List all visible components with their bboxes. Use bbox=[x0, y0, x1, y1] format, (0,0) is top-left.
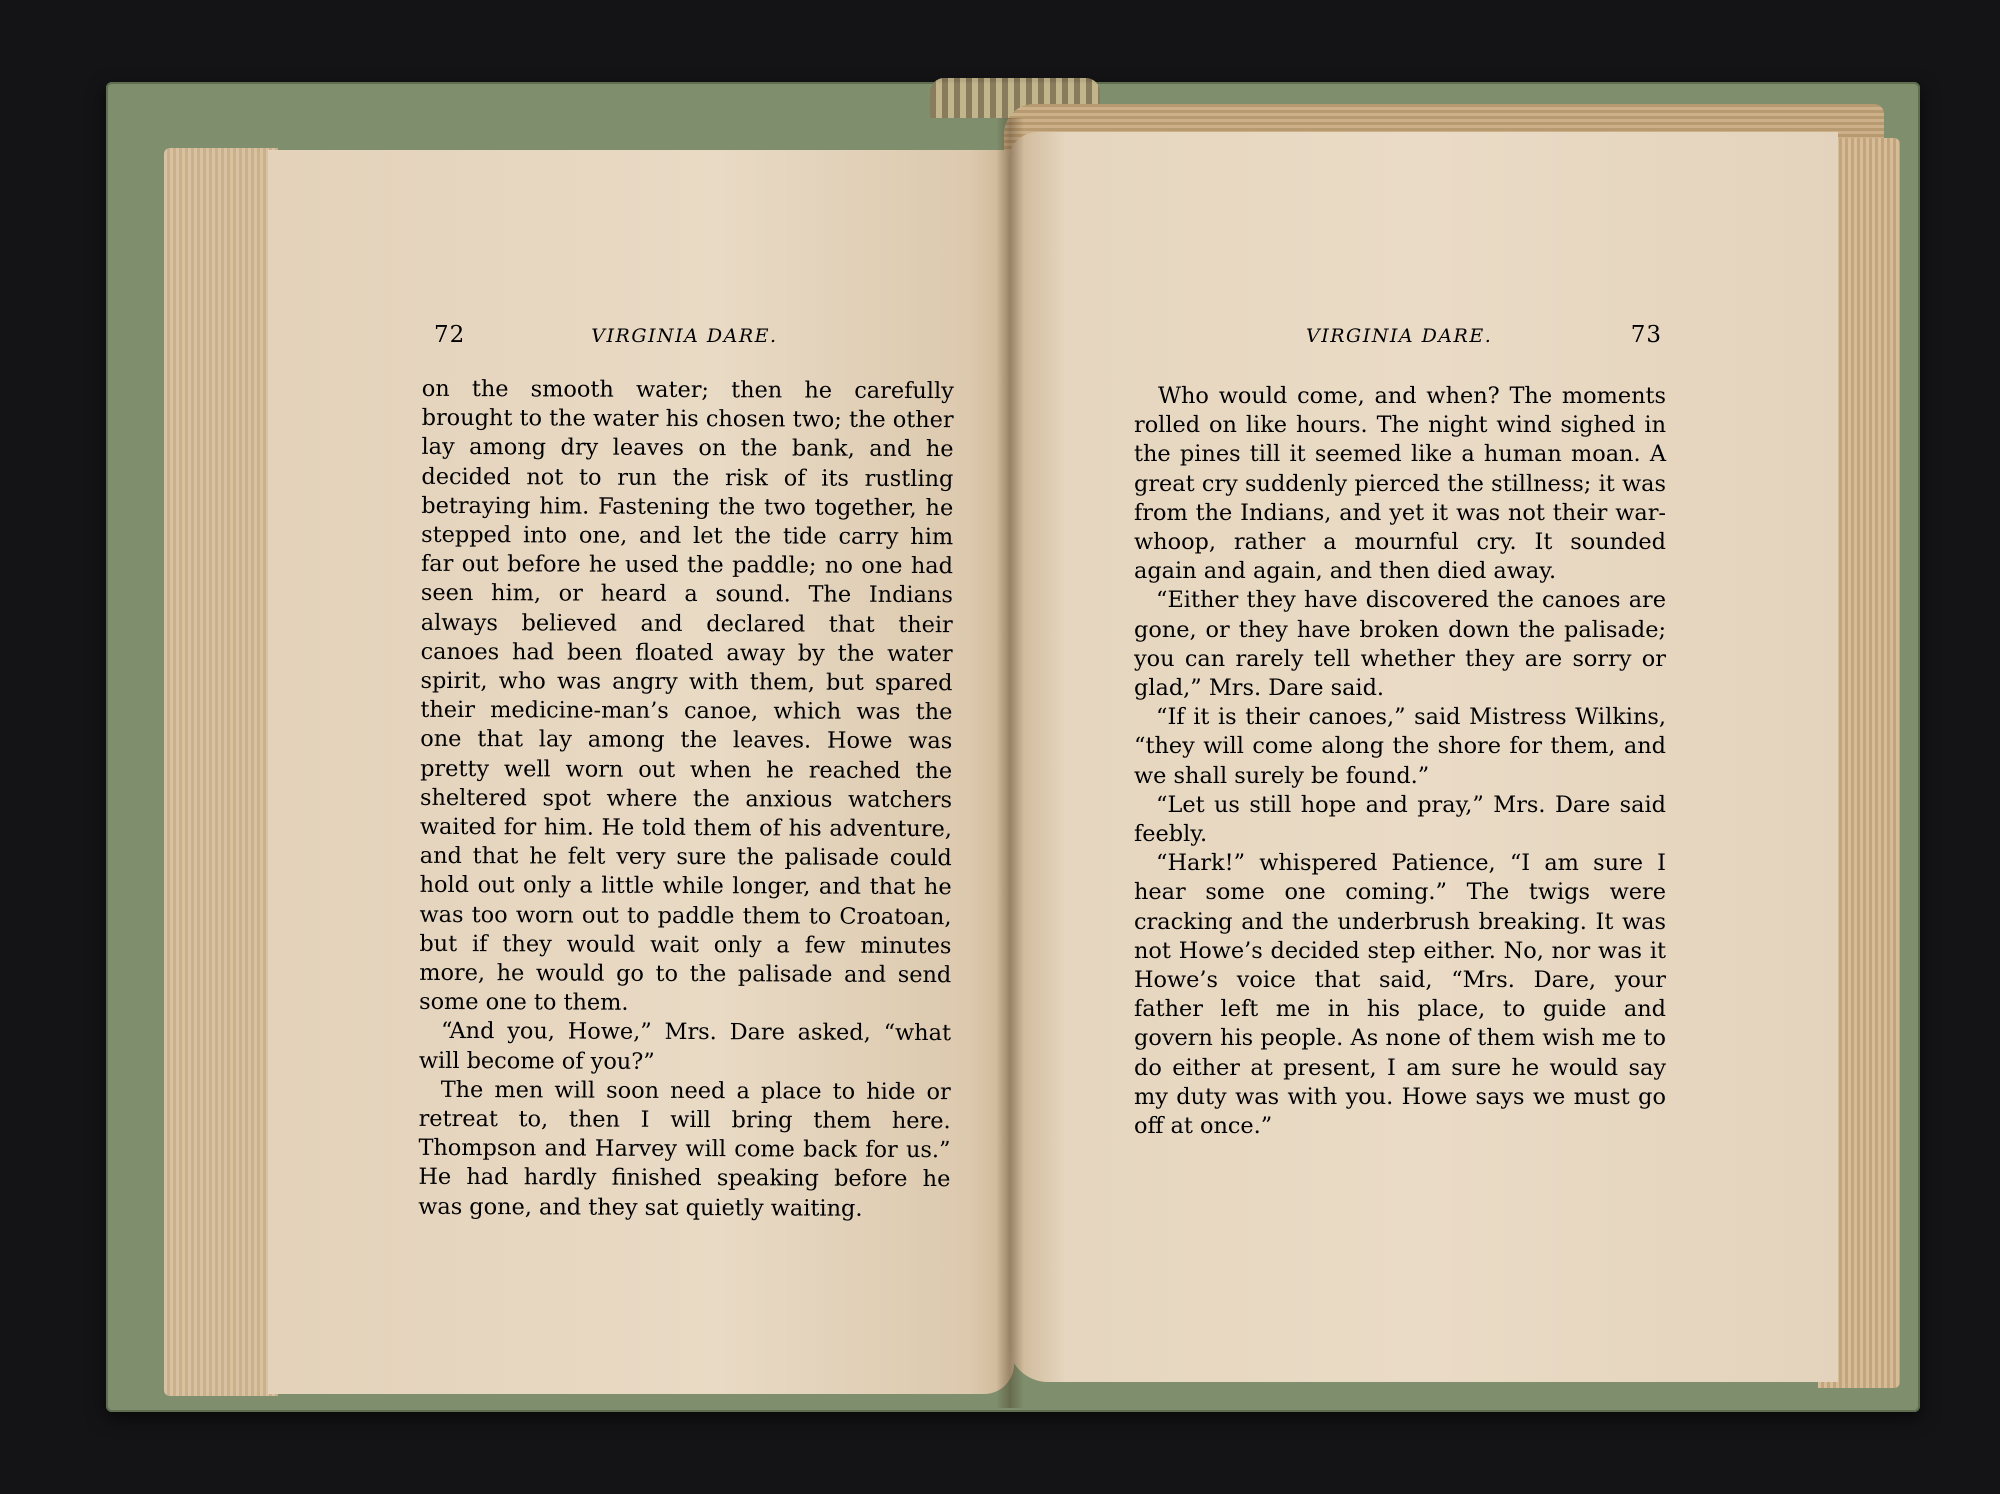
right-paragraph-4: “Let us still hope and pray,” Mrs. Dare said feebly. bbox=[1134, 791, 1666, 848]
left-page-edges bbox=[164, 148, 278, 1396]
right-running-head bbox=[1306, 322, 1662, 348]
left-paragraph-3: The men will soon need a place to hide or retreat to, then I will bring them here. Thompson and Harvey will come back for us.” He had hardly finished speaking before he was gone, and they sat quietly waiting. bbox=[418, 1076, 951, 1222]
left-page-text bbox=[418, 375, 954, 1224]
right-paragraph-3: “If it is their canoes,” said Mistress Wilkins, “they will come along the shore for them, and we shall surely be found.” bbox=[1134, 704, 1666, 789]
gutter-shadow bbox=[996, 118, 1024, 1408]
right-running-title: VIRGINIA DARE. bbox=[1306, 325, 1493, 347]
left-running-title: VIRGINIA DARE. bbox=[591, 325, 778, 347]
right-page-number: 73 bbox=[1630, 322, 1662, 348]
right-page-text bbox=[1134, 382, 1666, 1141]
left-page-number: 72 bbox=[434, 322, 466, 348]
left-paragraph-2: “And you, Howe,” Mrs. Dare asked, “what will become of you?” bbox=[418, 1018, 952, 1075]
right-paragraph-2: “Either they have discovered the canoes are gone, or they have broken down the palisade; you can rarely tell whether they are sorry or glad,” Mrs. Dare said. bbox=[1134, 587, 1666, 702]
left-paragraph-1: on the smooth water; then he carefully brought to the water his chosen two; the other lay among dry leaves on the bank, and he decided not to run the risk of its rustling betraying him. Fastening the two together, he stepped into one, and let the tide carry him far out before he used the paddle; no one had seen him, or heard a sound. The Indians always believed and declared that their canoes had been floated away by the water spirit, who was angry with them, but spared their medicine-man’s canoe, which was the one that lay among the leaves. Howe was pretty well worn out when he reached the sheltered spot where the anxious watchers waited for him. He told them of his adventure, and that he felt very sure the palisade could hold out only a little while longer, and that he was too worn out to paddle them to Croatoan, but if they would wait only a few minutes more, he would go to the palisade and send some one to them. bbox=[419, 375, 954, 1017]
left-running-head bbox=[434, 322, 794, 348]
right-paragraph-1: Who would come, and when? The moments rolled on like hours. The night wind sighed in the pines till it seemed like a human moan. A great cry suddenly pierced the stillness; it was from the Indians, and yet it was not their war-whoop, rather a mournful cry. It sounded again and again, and then died away. bbox=[1134, 383, 1666, 585]
right-paragraph-5: “Hark!” whispered Patience, “I am sure I hear some one coming.” The twigs were cracking and the underbrush breaking. It was not Howe’s decided step either. No, nor was it Howe’s voice that said, “Mrs. Dare, your father left me in his place, to guide and govern his people. As none of them wish me to do either at present, I am sure he would say my duty was with you. Howe says we must go off at once.” bbox=[1134, 850, 1666, 1140]
